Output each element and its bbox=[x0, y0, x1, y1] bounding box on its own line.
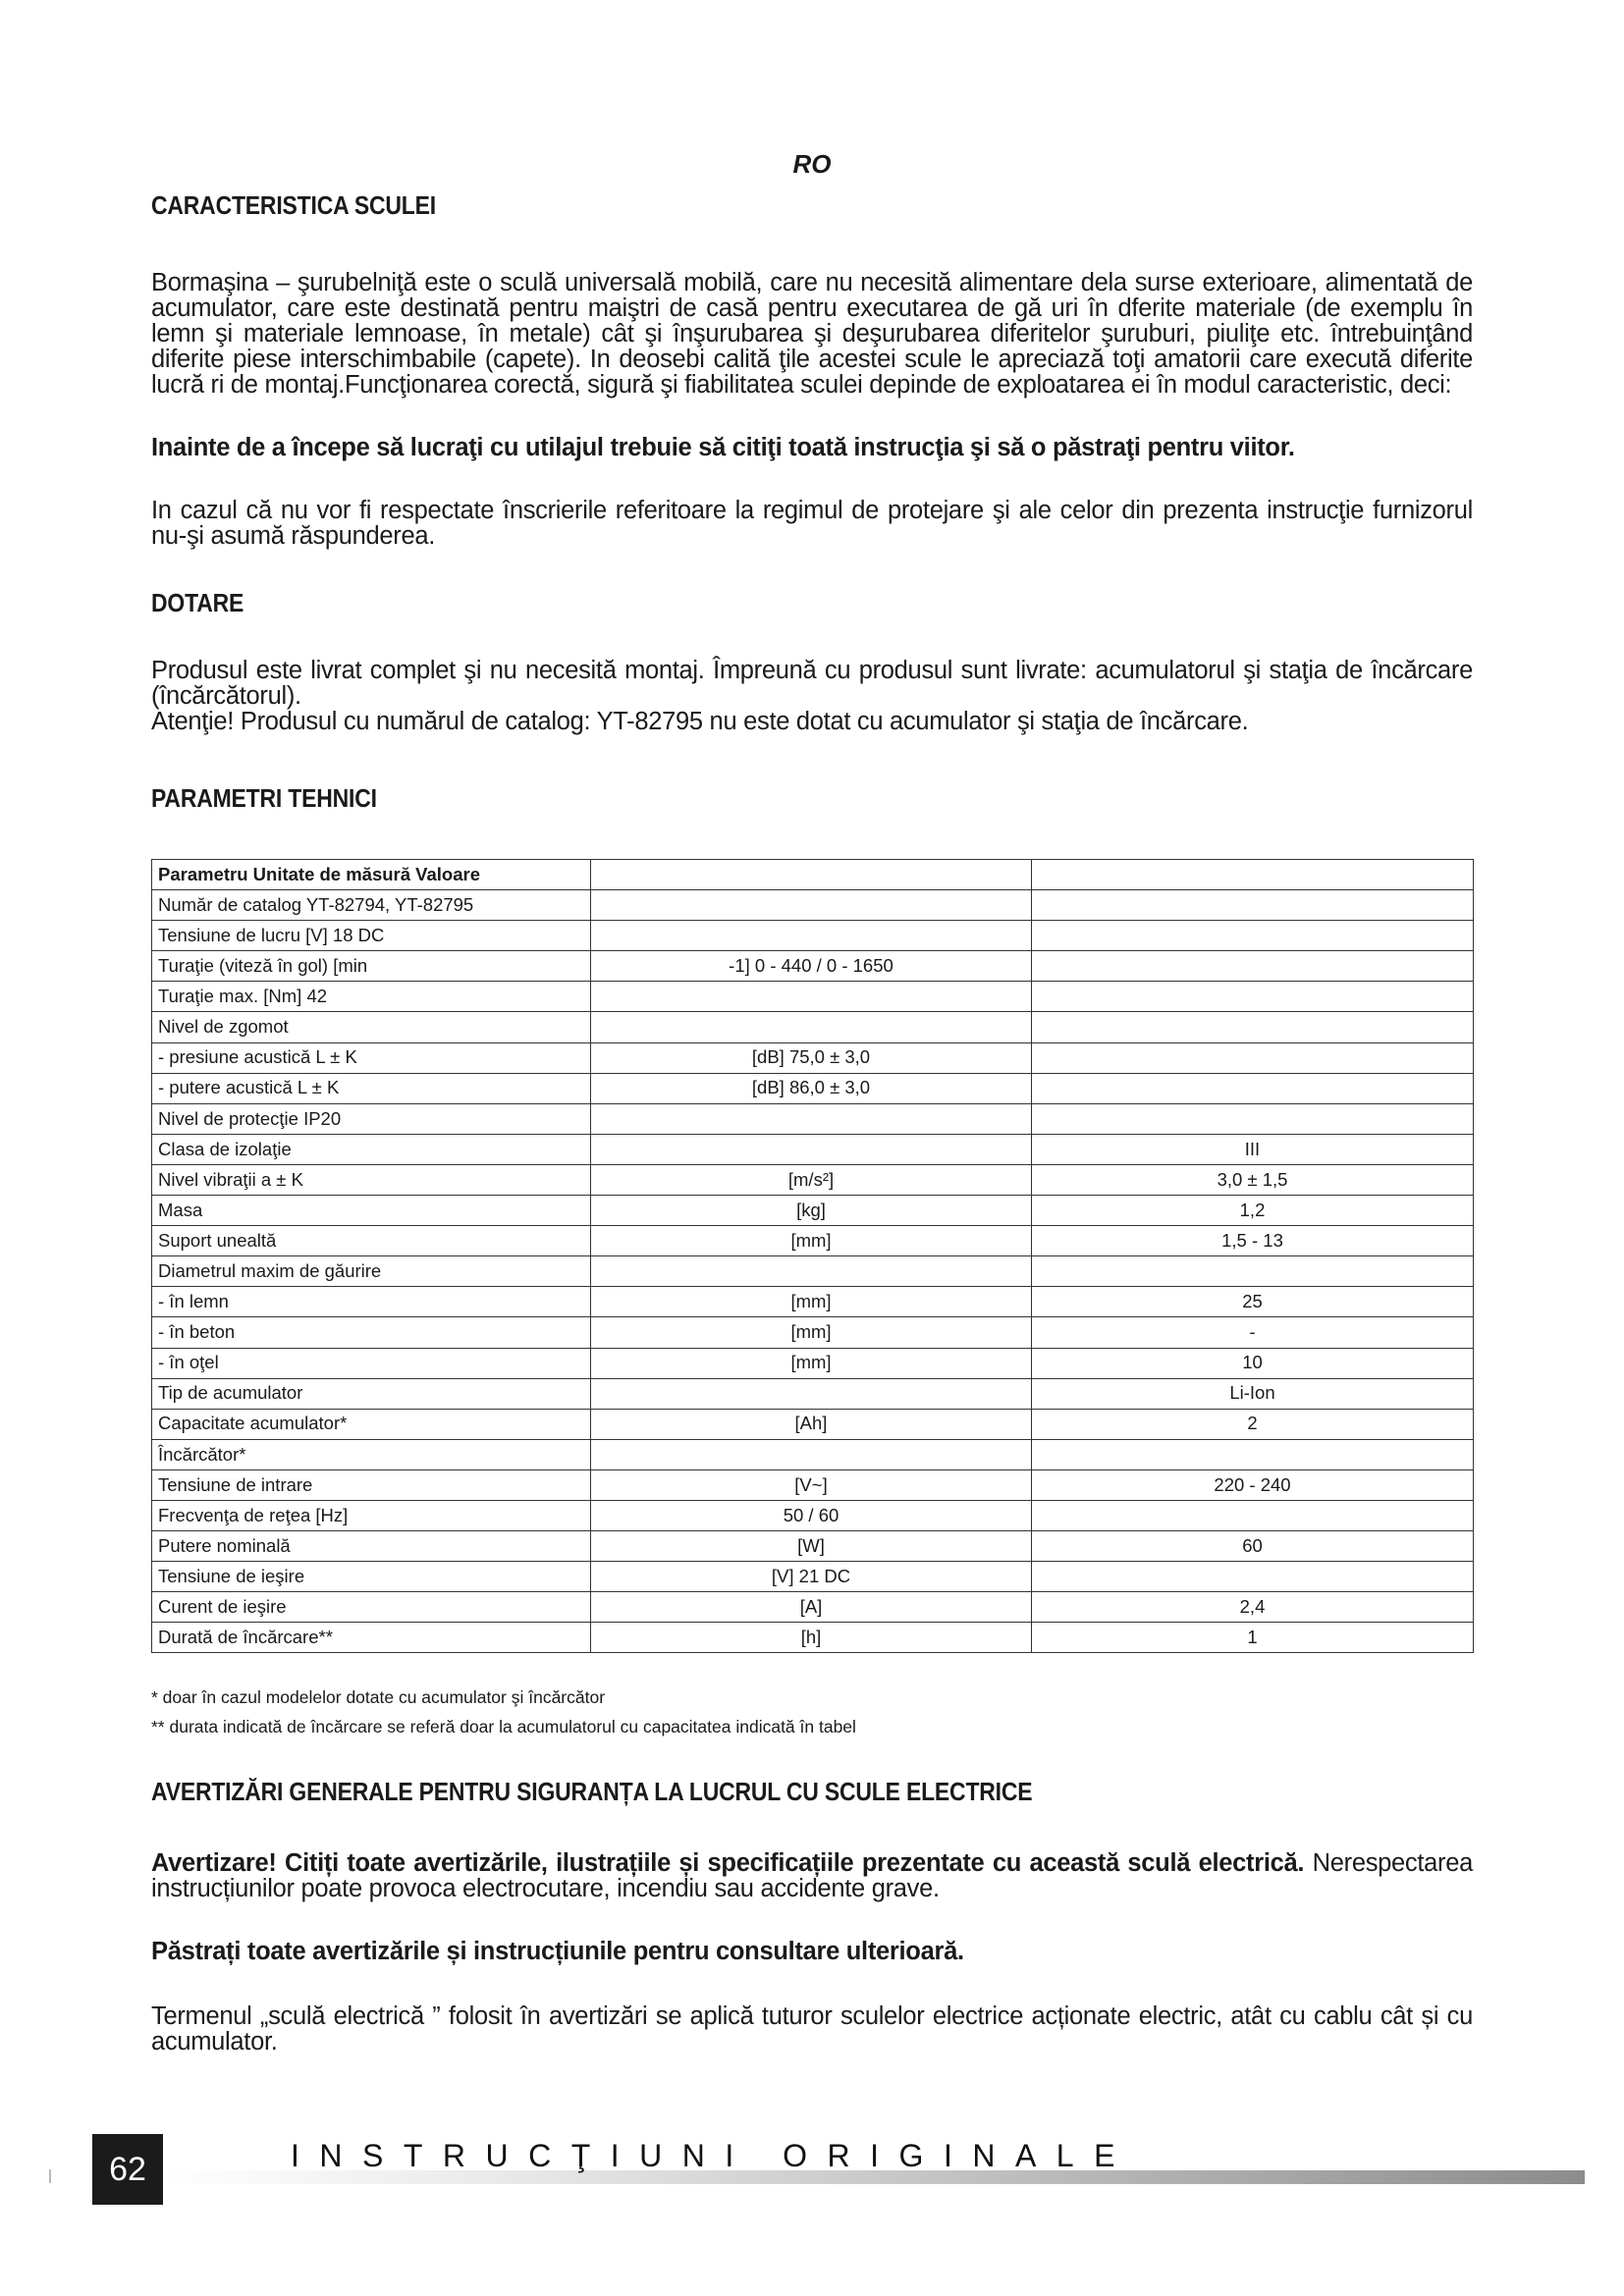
param-unit-cell: [mm] bbox=[591, 1348, 1032, 1378]
param-unit-cell: [V] 21 DC bbox=[591, 1562, 1032, 1592]
param-unit-cell: [W] bbox=[591, 1531, 1032, 1562]
param-value-cell bbox=[1032, 951, 1474, 982]
param-value-cell bbox=[1032, 982, 1474, 1012]
param-name-cell: - putere acustică L ± K bbox=[152, 1073, 591, 1103]
table-row bbox=[152, 1469, 1474, 1500]
param-name-cell: Turaţie (viteză în gol) [min bbox=[152, 951, 591, 982]
table-row bbox=[152, 1012, 1474, 1042]
param-name-cell: Tensiune de ieşire bbox=[152, 1562, 591, 1592]
table-row bbox=[152, 1409, 1474, 1439]
keep-instructions-warning: Păstrați toate avertizările și instrucțiunile pentru consultare ulterioară. bbox=[151, 1938, 964, 1966]
param-value-cell: - bbox=[1032, 1317, 1474, 1348]
param-unit-cell bbox=[591, 921, 1032, 951]
table-row bbox=[152, 1531, 1474, 1562]
param-value-cell bbox=[1032, 1103, 1474, 1134]
param-value-cell bbox=[1032, 1012, 1474, 1042]
table-row bbox=[152, 1042, 1474, 1073]
param-value-cell bbox=[1032, 890, 1474, 921]
param-unit-cell: [kg] bbox=[591, 1196, 1032, 1226]
footer-title: INSTRUCŢIUNI ORIGINALE bbox=[291, 2138, 1135, 2173]
param-value-cell bbox=[1032, 1256, 1474, 1287]
table-row bbox=[152, 1562, 1474, 1592]
param-unit-cell: [mm] bbox=[591, 1226, 1032, 1256]
table-row bbox=[152, 1226, 1474, 1256]
language-code: RO bbox=[792, 149, 832, 179]
param-unit-cell bbox=[591, 860, 1032, 890]
param-value-cell bbox=[1032, 1439, 1474, 1469]
param-value-cell bbox=[1032, 1073, 1474, 1103]
param-value-cell: III bbox=[1032, 1134, 1474, 1164]
param-value-cell: 60 bbox=[1032, 1531, 1474, 1562]
param-value-cell: 10 bbox=[1032, 1348, 1474, 1378]
page-number: 62 bbox=[92, 2134, 163, 2205]
param-value-cell: 1,5 - 13 bbox=[1032, 1226, 1474, 1256]
param-unit-cell bbox=[591, 1256, 1032, 1287]
table-footnotes bbox=[151, 1682, 1473, 1741]
table-row bbox=[152, 860, 1474, 890]
caracteristica-body: Bormaşina – şurubelniţă este o sculă universală mobilă, care nu necesită alimentare dela surse exterioare, alimentată de acumulator, care este destinată pentru maiştri de casă pentru executarea de gă uri în dferite materiale (de exemplu în lemn şi materiale lemnoase, în metale) cât şi înşurubarea şi deşurubarea diferitelor şuruburi, piuliţe etc. întrebuinţând diferite piese interschimbabile (capete). In deosebi calită ţile acestei scule le apreciază toţi amatorii care execută diferite lucră ri de montaj.Funcţionarea corectă, sigură şi fiabilitatea sculei depinde de exploatarea ei în modul caracteristic, deci: bbox=[151, 269, 1473, 399]
param-name-cell: Clasa de izolaţie bbox=[152, 1134, 591, 1164]
param-name-cell: Masa bbox=[152, 1196, 591, 1226]
section-title-dotare: DOTARE bbox=[151, 590, 244, 617]
param-unit-cell: -1] 0 - 440 / 0 - 1650 bbox=[591, 951, 1032, 982]
param-value-cell: 3,0 ± 1,5 bbox=[1032, 1164, 1474, 1195]
param-unit-cell: [mm] bbox=[591, 1317, 1032, 1348]
table-row bbox=[152, 1317, 1474, 1348]
dotare-body: Produsul este livrat complet şi nu necesită montaj. Împreună cu produsul sunt livrate: acumulatorul şi staţia de încărcare (încărcătorul). bbox=[151, 657, 1473, 710]
param-name-cell: Durată de încărcare** bbox=[152, 1623, 591, 1653]
table-row bbox=[152, 1348, 1474, 1378]
table-row bbox=[152, 951, 1474, 982]
table-row bbox=[152, 1623, 1474, 1653]
param-unit-cell bbox=[591, 890, 1032, 921]
param-unit-cell: [V~] bbox=[591, 1469, 1032, 1500]
param-name-cell: Nivel vibraţii a ± K bbox=[152, 1164, 591, 1195]
param-name-cell: Tip de acumulator bbox=[152, 1378, 591, 1409]
section-title-avertizari: AVERTIZĂRI GENERALE PENTRU SIGURANȚA LA LUCRUL CU SCULE ELECTRICE bbox=[151, 1779, 1033, 1807]
param-unit-cell: [m/s²] bbox=[591, 1164, 1032, 1195]
param-unit-cell: [A] bbox=[591, 1592, 1032, 1623]
param-name-cell: Putere nominală bbox=[152, 1531, 591, 1562]
table-row bbox=[152, 890, 1474, 921]
table-row bbox=[152, 1378, 1474, 1409]
param-value-cell: 2 bbox=[1032, 1409, 1474, 1439]
param-name-cell: - în oţel bbox=[152, 1348, 591, 1378]
param-name-cell: Tensiune de lucru [V] 18 DC bbox=[152, 921, 591, 951]
param-value-cell bbox=[1032, 921, 1474, 951]
table-body bbox=[152, 860, 1474, 1653]
power-tool-term-paragraph: Termenul „sculă electrică ” folosit în avertizări se aplică tuturor sculelor electrice acționate electric, atât cu cablu cât și cu acumulator. bbox=[151, 2002, 1473, 2056]
general-warning-paragraph bbox=[151, 1850, 1473, 1901]
table-row bbox=[152, 1592, 1474, 1623]
param-unit-cell: [Ah] bbox=[591, 1409, 1032, 1439]
table-row bbox=[152, 1196, 1474, 1226]
general-warning-bold: Avertizare! Citiți toate avertizările, ilustrațiile și specificațiile prezentate cu această sculă electrică. bbox=[151, 1849, 1305, 1878]
param-value-cell bbox=[1032, 860, 1474, 890]
section-title-parametri: PARAMETRI TEHNICI bbox=[151, 785, 377, 813]
param-unit-cell bbox=[591, 982, 1032, 1012]
param-unit-cell bbox=[591, 1378, 1032, 1409]
table-row bbox=[152, 1103, 1474, 1134]
param-value-cell bbox=[1032, 1500, 1474, 1530]
param-name-cell: Parametru Unitate de măsură Valoare bbox=[152, 860, 591, 890]
param-value-cell: 1 bbox=[1032, 1623, 1474, 1653]
param-name-cell: Încărcător* bbox=[152, 1439, 591, 1469]
param-unit-cell bbox=[591, 1012, 1032, 1042]
param-name-cell: Nivel de zgomot bbox=[152, 1012, 591, 1042]
technical-parameters-table bbox=[151, 859, 1474, 1653]
param-unit-cell bbox=[591, 1103, 1032, 1134]
param-unit-cell: [h] bbox=[591, 1623, 1032, 1653]
param-value-cell bbox=[1032, 1042, 1474, 1073]
param-name-cell: - în beton bbox=[152, 1317, 591, 1348]
param-name-cell: Curent de ieşire bbox=[152, 1592, 591, 1623]
footnote-charge-time: ** durata indicată de încărcare se referă doar la acumulatorul cu capacitatea indicată în tabel bbox=[151, 1717, 856, 1737]
param-name-cell: Nivel de protecţie IP20 bbox=[152, 1103, 591, 1134]
param-name-cell: - presiune acustică L ± K bbox=[152, 1042, 591, 1073]
param-name-cell: Diametrul maxim de găurire bbox=[152, 1256, 591, 1287]
param-value-cell bbox=[1032, 1562, 1474, 1592]
param-name-cell: Suport unealtă bbox=[152, 1226, 591, 1256]
param-value-cell: 220 - 240 bbox=[1032, 1469, 1474, 1500]
param-unit-cell: [mm] bbox=[591, 1287, 1032, 1317]
footnote-battery: * doar în cazul modelelor dotate cu acumulator şi încărcător bbox=[151, 1687, 606, 1708]
dotare-note: Atenţie! Produsul cu numărul de catalog: YT-82795 nu este dotat cu acumulator şi staţia de încărcare. bbox=[151, 708, 1249, 735]
table-row bbox=[152, 1134, 1474, 1164]
param-name-cell: - în lemn bbox=[152, 1287, 591, 1317]
table-row bbox=[152, 1073, 1474, 1103]
param-unit-cell bbox=[591, 1439, 1032, 1469]
param-unit-cell: [dB] 75,0 ± 3,0 bbox=[591, 1042, 1032, 1073]
param-value-cell: 25 bbox=[1032, 1287, 1474, 1317]
param-unit-cell: 50 / 60 bbox=[591, 1500, 1032, 1530]
section-title-caracteristica: CARACTERISTICA SCULEI bbox=[151, 192, 436, 220]
table-row bbox=[152, 1287, 1474, 1317]
table-row bbox=[152, 1164, 1474, 1195]
param-value-cell: 2,4 bbox=[1032, 1592, 1474, 1623]
param-name-cell: Tensiune de intrare bbox=[152, 1469, 591, 1500]
table-row bbox=[152, 921, 1474, 951]
table-row bbox=[152, 1256, 1474, 1287]
param-unit-cell: [dB] 86,0 ± 3,0 bbox=[591, 1073, 1032, 1103]
param-name-cell: Turaţie max. [Nm] 42 bbox=[152, 982, 591, 1012]
param-name-cell: Frecvenţa de reţea [Hz] bbox=[152, 1500, 591, 1530]
footer-tick-mark bbox=[49, 2169, 51, 2183]
param-value-cell: 1,2 bbox=[1032, 1196, 1474, 1226]
table-row bbox=[152, 982, 1474, 1012]
page-content bbox=[151, 192, 1473, 2055]
liability-paragraph: In cazul că nu vor fi respectate înscrierile referitoare la regimul de protejare şi ale celor din prezenta instrucţie furnizorul nu-şi asumă răspunderea. bbox=[151, 497, 1473, 550]
read-instructions-warning: Inainte de a începe să lucraţi cu utilajul trebuie să citiţi toată instrucţia şi să o păstraţi pentru viitor. bbox=[151, 434, 1295, 461]
param-value-cell: Li-Ion bbox=[1032, 1378, 1474, 1409]
table-row bbox=[152, 1500, 1474, 1530]
general-warning-rest: Nerespectarea instrucțiunilor poate provoca electrocutare, incendiu sau accidente grave. bbox=[151, 1849, 1473, 1903]
table-row bbox=[152, 1439, 1474, 1469]
param-name-cell: Capacitate acumulator* bbox=[152, 1409, 591, 1439]
param-unit-cell bbox=[591, 1134, 1032, 1164]
param-name-cell: Număr de catalog YT-82794, YT-82795 bbox=[152, 890, 591, 921]
